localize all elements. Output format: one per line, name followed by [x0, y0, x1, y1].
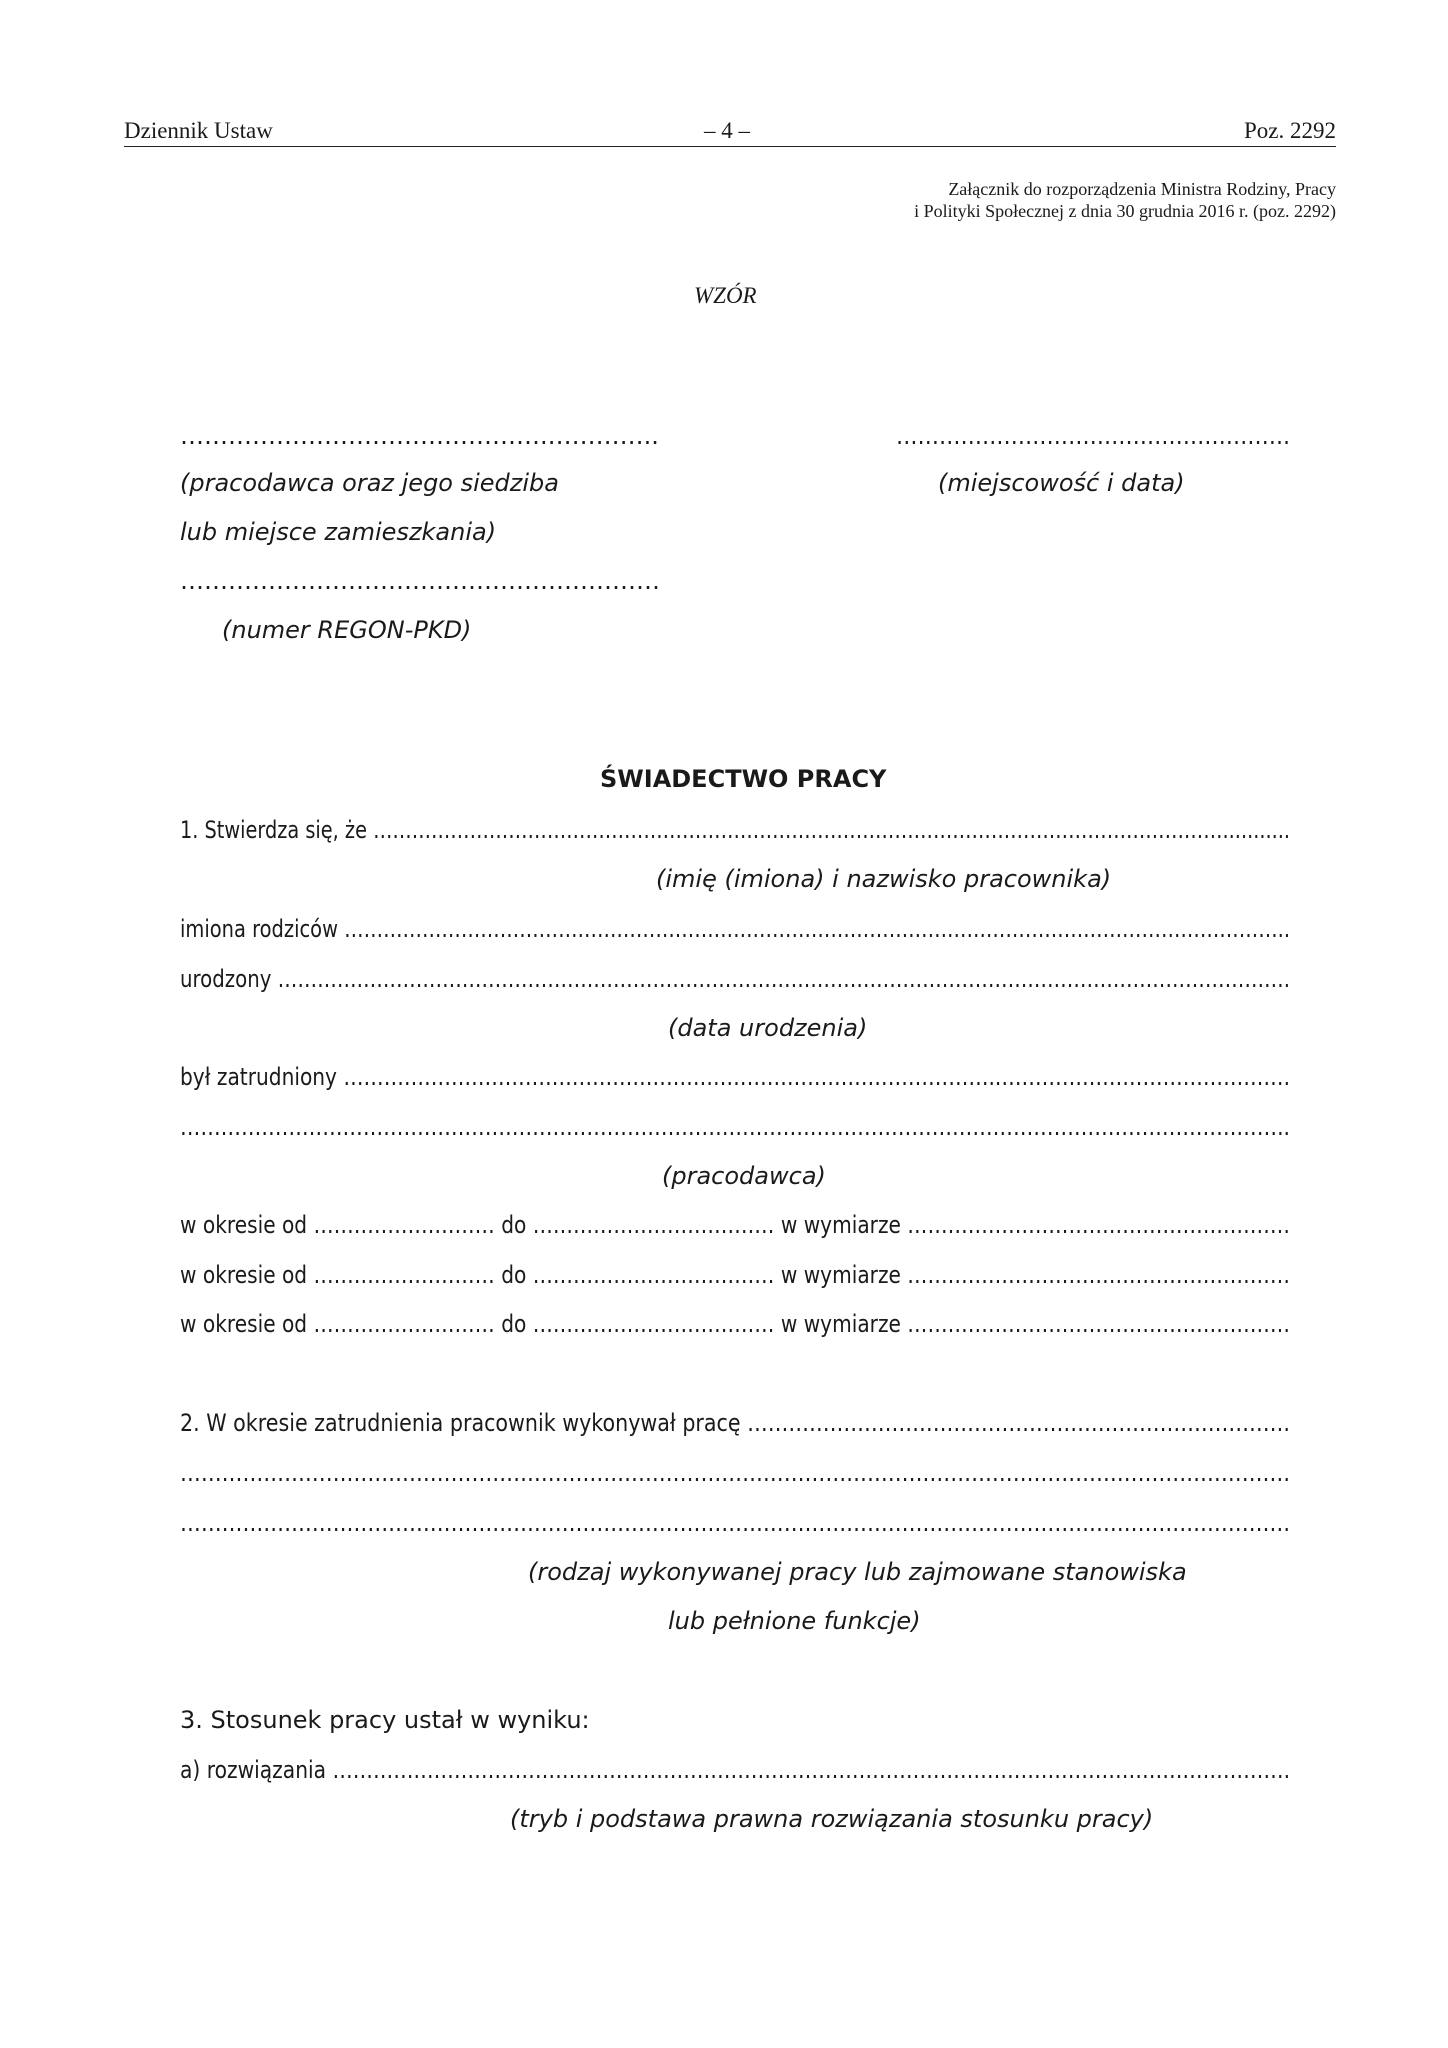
- caption-work-type-2: lub pełnione funkcje): [668, 1607, 921, 1635]
- place-date-caption: (miejscowość i data): [938, 469, 1185, 497]
- caption-termination-a: (tryb i podstawa prawna rozwiązania stosunku pracy): [510, 1805, 1154, 1833]
- regon-dots: ……………………………………………………: [180, 567, 660, 595]
- caption-work-type-1: (rodzaj wykonywanej pracy lub zajmowane stanowiska: [528, 1558, 1187, 1586]
- line-period-2: w okresie od ……………………… do ……………………………… w wymiarze …………………………………………………: [180, 1261, 1291, 1289]
- line-period-3: w okresie od ……………………… do ……………………………… w wymiarze …………………………………………………: [180, 1310, 1291, 1338]
- page-number: – 4 –: [704, 118, 750, 143]
- line-parents: imiona rodziców ………………………………………………………………………………………………………………………………..: [180, 915, 1291, 943]
- line-work-performed: 2. W okresie zatrudnienia pracownik wykonywał pracę …………………………………………………………………….: [180, 1409, 1290, 1437]
- annex-line-1: Załącznik do rozporządzenia Ministra Rodziny, Pracy: [948, 179, 1336, 199]
- place-date-dots: ……………………………………………….: [896, 422, 1291, 450]
- employer-dots: ……………………………………….…………..: [180, 422, 659, 450]
- document-title: ŚWIADECTWO PRACY: [600, 765, 887, 793]
- annex-line-2: i Polityki Społecznej z dnia 30 grudnia 2016 r. (poz. 2292): [914, 201, 1336, 221]
- employer-caption-1: (pracodawca oraz jego siedziba: [180, 469, 559, 497]
- header-rule: [124, 146, 1336, 147]
- line-born: urodzony ……………………………………………………………………………………………………………………………………….: [180, 965, 1291, 993]
- line-employee-name: 1. Stwierdza się, że ……………………………………………………………………………………………………………………...........: [180, 816, 1291, 844]
- line-work-dots-2: …………………………………………………………………………………………………………………………………………….: [180, 1509, 1290, 1537]
- caption-employee-name: (imię (imiona) i nazwisko pracownika): [656, 865, 1112, 893]
- template-label: WZÓR: [694, 283, 757, 308]
- caption-employer: (pracodawca): [662, 1162, 826, 1190]
- regon-caption: (numer REGON-PKD): [222, 616, 472, 644]
- line-termination-a: a) rozwiązania …………………………………………………………………………………………………………………………….: [180, 1756, 1291, 1784]
- annex-note: [856, 178, 1336, 222]
- position-number: Poz. 2292: [1244, 118, 1336, 143]
- line-period-1: w okresie od ……………………… do ……………………………… w wymiarze …………………………………………………: [180, 1211, 1291, 1239]
- journal-name: Dziennik Ustaw: [124, 118, 273, 143]
- line-employed-continued: ………………………………………………………………………………………………………………………………………………..: [180, 1113, 1290, 1141]
- employer-caption-2: lub miejsce zamieszkania): [180, 518, 497, 546]
- caption-birth-date: (data urodzenia): [668, 1014, 868, 1042]
- line-employed: był zatrudniony ……………………………………………………………………………………..…………………………………….: [180, 1063, 1290, 1091]
- line-work-dots-1: …………………………………………………………………………………………………………………………………………….: [180, 1459, 1290, 1487]
- line-termination: 3. Stosunek pracy ustał w wyniku:: [180, 1706, 590, 1734]
